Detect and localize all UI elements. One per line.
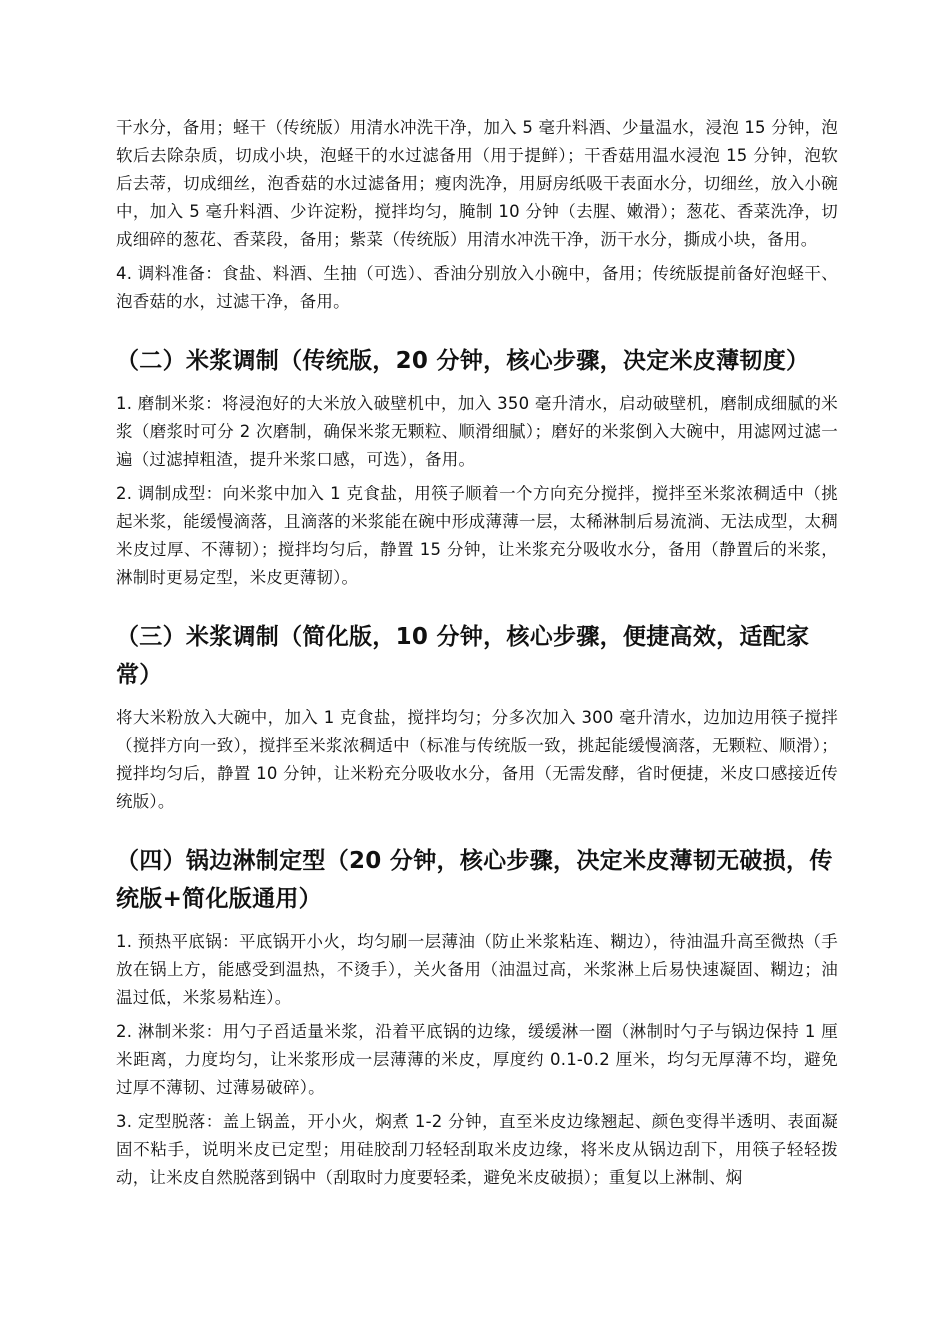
section-4-heading: （四）锅边淋制定型（20 分钟，核心步骤，决定米皮薄韧无破损，传统版+简化版通用） <box>116 848 833 912</box>
seasoning-paragraph: 4. 调料准备：食盐、料酒、生抽（可选）、香油分别放入小碗中，备用；传统版提前备好泡蛏干、泡香菇的水，过滤干净，备用。 <box>116 264 838 311</box>
section-2-step-2: 2. 调制成型：向米浆中加入 1 克食盐，用筷子顺着一个方向充分搅拌，搅拌至米浆浓稠适中（挑起米浆，能缓慢滴落，且滴落的米浆能在碗中形成薄薄一层，太稀淋制后易流淌、无法成型，太稠米皮过厚、不薄韧）；搅拌均匀后，静置 15 分钟，让米浆充分吸收水分，备用（静置后的米浆，淋制时更易定型，米皮更薄韧）。 <box>116 484 838 587</box>
document-page <box>116 114 838 1192</box>
section-3-heading: （三）米浆调制（简化版，10 分钟，核心步骤，便捷高效，适配家常） <box>116 624 810 688</box>
section-4-step-3: 3. 定型脱落：盖上锅盖，开小火，焖煮 1-2 分钟，直至米皮边缘翘起、颜色变得半透明、表面凝固不粘手，说明米皮已定型；用硅胶刮刀轻轻刮取米皮边缘，将米皮从锅边刮下，用筷子轻轻拨动，让米皮自然脱落到锅中（刮取时力度要轻柔，避免米皮破损）；重复以上淋制、焖 <box>116 1112 838 1187</box>
section-2-heading: （二）米浆调制（传统版，20 分钟，核心步骤，决定米皮薄韧度） <box>116 348 810 374</box>
intro-paragraph: 干水分，备用；蛏干（传统版）用清水冲洗干净，加入 5 毫升料酒、少量温水，浸泡 15 分钟，泡软后去除杂质，切成小块，泡蛏干的水过滤备用（用于提鲜）；干香菇用温水浸泡 15 分钟，泡软后去蒂，切成细丝，泡香菇的水过滤备用；瘦肉洗净，用厨房纸吸干表面水分，切细丝，放入小碗中，加入 5 毫升料酒、少许淀粉，搅拌均匀，腌制 10 分钟（去腥、嫩滑）；葱花、香菜洗净，切成细碎的葱花、香菜段，备用；紫菜（传统版）用清水冲洗干净，沥干水分，撕成小块，备用。 <box>116 118 838 249</box>
section-3-paragraph: 将大米粉放入大碗中，加入 1 克食盐，搅拌均匀；分多次加入 300 毫升清水，边加边用筷子搅拌（搅拌方向一致），搅拌至米浆浓稠适中（标准与传统版一致，挑起能缓慢滴落，无颗粒、顺滑）；搅拌均匀后，静置 10 分钟，让米粉充分吸收水分，备用（无需发酵，省时便捷，米皮口感接近传统版）。 <box>116 708 838 811</box>
section-4-step-1: 1. 预热平底锅：平底锅开小火，均匀刷一层薄油（防止米浆粘连、糊边），待油温升高至微热（手放在锅上方，能感受到温热，不烫手），关火备用（油温过高，米浆淋上后易快速凝固、糊边；油温过低，米浆易粘连）。 <box>116 932 838 1007</box>
section-4-step-2: 2. 淋制米浆：用勺子舀适量米浆，沿着平底锅的边缘，缓缓淋一圈（淋制时勺子与锅边保持 1 厘米距离，力度均匀，让米浆形成一层薄薄的米皮，厚度约 0.1-0.2 厘米，均匀无厚薄不均，避免过厚不薄韧、过薄易破碎）。 <box>116 1022 838 1097</box>
section-2-step-1: 1. 磨制米浆：将浸泡好的大米放入破壁机中，加入 350 毫升清水，启动破壁机，磨制成细腻的米浆（磨浆时可分 2 次磨制，确保米浆无颗粒、顺滑细腻）；磨好的米浆倒入大碗中，用滤网过滤一遍（过滤掉粗渣，提升米浆口感，可选），备用。 <box>116 394 838 469</box>
